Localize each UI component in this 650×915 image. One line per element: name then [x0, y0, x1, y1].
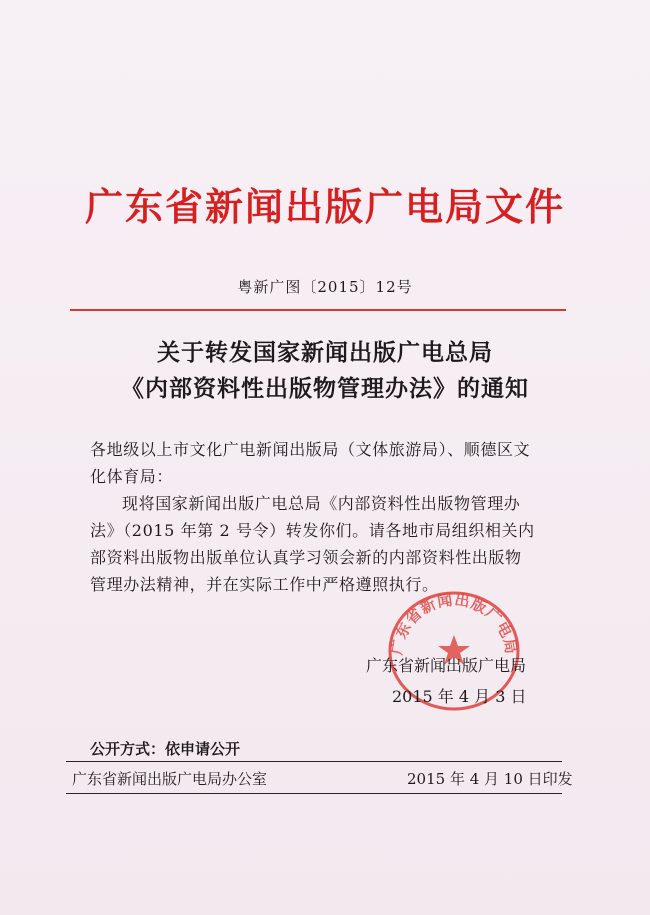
header-red-rule	[70, 309, 566, 311]
footer-rule-bottom	[66, 793, 562, 794]
signature-date: 2015 年 4 月 3 日	[392, 687, 527, 706]
footer-issuing-office: 广东省新闻出版广电局办公室	[72, 770, 268, 788]
body-line-5: 部资料出版物出版单位认真学习领会新的内部资料性出版物	[90, 548, 522, 567]
footer-print-date: 2015 年 4 月 10 日印发	[407, 770, 573, 788]
document-header-title: 广东省新闻出版广电局文件	[84, 185, 565, 229]
disclosure-method: 公开方式：依申请公开	[90, 740, 241, 758]
document-number: 粤新广图〔2015〕12号	[237, 278, 413, 296]
body-line-2: 化体育局：	[90, 467, 174, 486]
body-line-1: 各地级以上市文化广电新闻出版局（文体旅游局）、顺德区文	[90, 440, 531, 459]
body-line-4: 法》（2015 年第 2 号令）转发你们。请各地市局组织相关内	[90, 521, 535, 540]
seal-text: 广东省新闻出版广电局	[387, 590, 521, 657]
footer-rule-top	[66, 761, 562, 762]
notice-title-line-2: 《内部资料性出版物管理办法》的通知	[121, 375, 529, 402]
signature-organization: 广东省新闻出版广电局	[366, 656, 527, 675]
body-line-6: 管理办法精神，并在实际工作中严格遵照执行。	[90, 575, 439, 594]
body-line-3: 现将国家新闻出版广电总局《内部资料性出版物管理办	[122, 494, 521, 513]
notice-title-line-1: 关于转发国家新闻出版广电总局	[157, 339, 493, 366]
